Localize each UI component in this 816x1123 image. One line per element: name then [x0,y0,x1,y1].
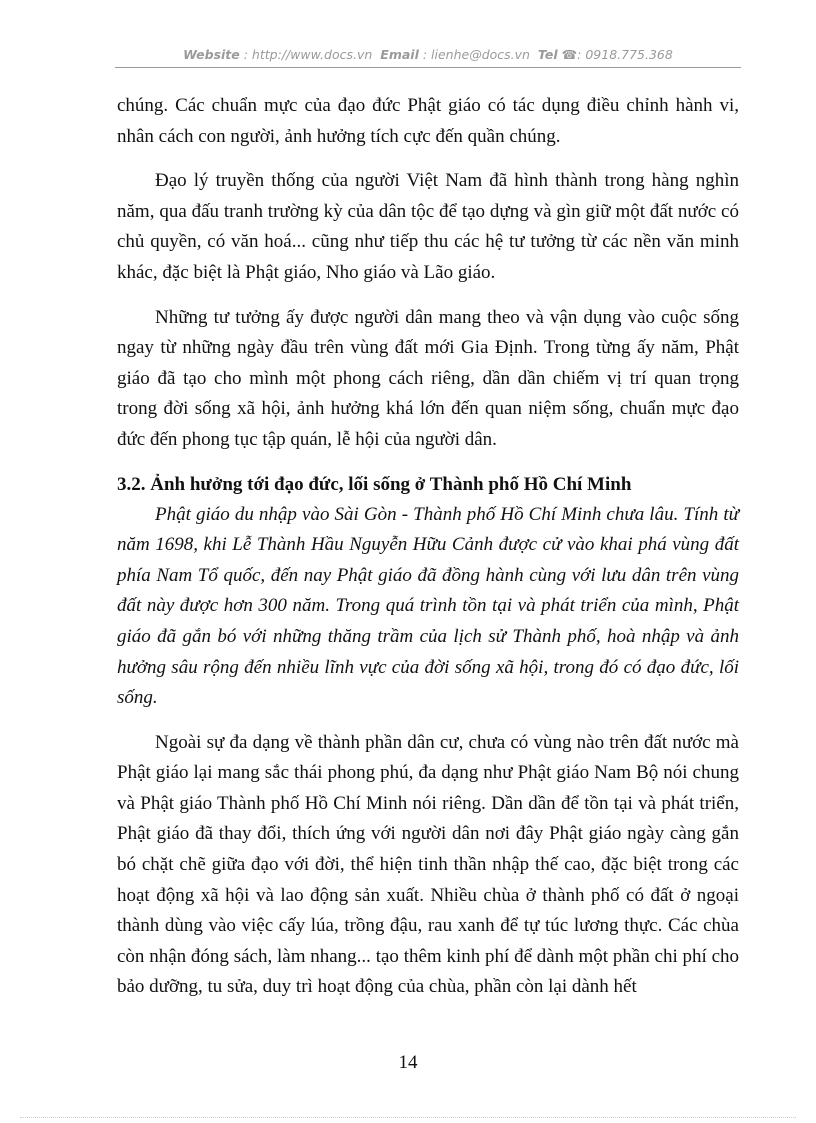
website-label: Website [183,47,240,62]
page-number: 14 [398,1052,418,1073]
paragraph-3: Những tư tưởng ấy được người dân mang theo và vận dụng vào cuộc sống ngay từ những ngày đầu trên vùng đất mới Gia Định. Trong từng ấy năm, Phật giáo đã tạo cho mình một phong cách riêng, dần dần chiếm vị trí quan trọng trong đời sống xã hội, ảnh hưởng khá lớn đến quan niệm sống, chuẩn mực đạo đức đến phong tục tập quán, lễ hội của người dân. [117,306,739,450]
email-label: Email [380,47,419,62]
website-value: : http://www.docs.vn [243,47,373,62]
tel-label: Tel [537,47,558,62]
page-bottom-divider [20,1117,796,1118]
email-value: : lienhe@docs.vn [422,47,530,62]
paragraph-4: Phật giáo du nhập vào Sài Gòn - Thành phố Hồ Chí Minh chưa lâu. Tính từ năm 1698, khi Lễ Thành Hầu Nguyễn Hữu Cảnh được cử vào khai phá vùng đất phía Nam Tổ quốc, đến nay Phật giáo đã đồng hành cùng với lưu dân trên vùng đất này được hơn 300 năm. Trong quá trình tồn tại và phát triển của mình, Phật giáo đã gắn bó với những thăng trầm của lịch sử Thành phố, hoà nhập và ảnh hưởng sâu rộng đến nhiều lĩnh vực của đời sống xã hội, trong đó có đạo đức, lối sống. [117,503,739,709]
paragraph-2: Đạo lý truyền thống của người Việt Nam đã hình thành trong hàng nghìn năm, qua đấu tranh trường kỳ của dân tộc để tạo dựng và gìn giữ một đất nước có chủ quyền, có văn hoá... cũng như tiếp thu các hệ tư tưởng từ các nền văn minh khác, đặc biệt là Phật giáo, Nho giáo và Lão giáo. [117,170,739,283]
paragraph-5: Ngoài sự đa dạng về thành phần dân cư, chưa có vùng nào trên đất nước mà Phật giáo lại mang sắc thái phong phú, đa dạng như Phật giáo Nam Bộ nói chung và Phật giáo Thành phố Hồ Chí Minh nói riêng. Dần dần để tồn tại và phát triển, Phật giáo đã thay đổi, thích ứng với người dân nơi đây Phật giáo ngày càng gắn bó chặt chẽ giữa đạo với đời, thể hiện tinh thần nhập thế cao, đặc biệt trong các hoạt động xã hội và lao động sản xuất. Nhiều chùa ở thành phố có đất ở ngoại thành dùng vào việc cấy lúa, trồng đậu, rau xanh để tự túc lương thực. Các chùa còn nhận đóng sách, làm nhang... tạo thêm kinh phí để dành một phần chi phí cho bảo dưỡng, tu sửa, duy trì hoạt động của chùa, phần còn lại dành hết [117,731,739,998]
header-divider [115,67,741,68]
telephone-icon: ☎ [561,47,578,62]
tel-value: : 0918.775.368 [577,47,673,62]
section-heading: 3.2. Ảnh hưởng tới đạo đức, lối sống ở Thành phố Hồ Chí Minh [117,473,632,495]
document-body [117,91,739,1003]
paragraph-1: chúng. Các chuẩn mực của đạo đức Phật giáo có tác dụng điều chỉnh hành vi, nhân cách con người, ảnh hưởng tích cực đến quần chúng. [117,95,739,147]
page-header [115,46,741,64]
